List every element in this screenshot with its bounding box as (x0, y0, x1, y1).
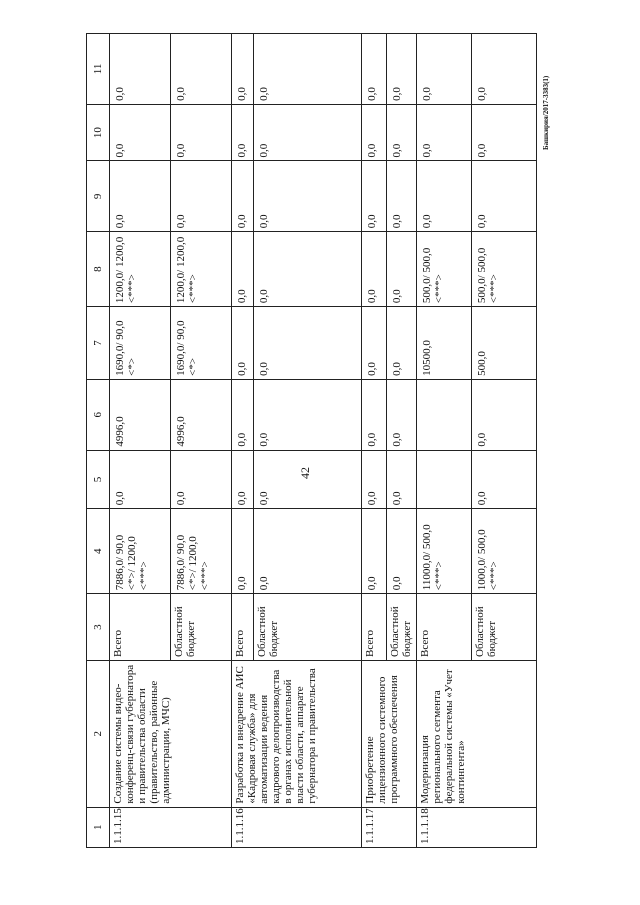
value-cell: 0,0 (387, 450, 417, 509)
header-cell: 9 (87, 161, 110, 232)
value-cell: 0,0 (472, 379, 537, 450)
value-cell: 1200,0/ 1200,0 <***> (171, 232, 232, 307)
value-cell: 7886,0/ 90,0 <*>/ 1200,0 <***> (110, 509, 171, 594)
table-row (232, 34, 254, 848)
value-cell: 500,0/ 500,0 <***> (417, 232, 472, 307)
value-cell: 0,0 (387, 161, 417, 232)
value-cell: 7886,0/ 90,0 <*>/ 1200,0 <***> (171, 509, 232, 594)
value-cell: 0,0 (472, 161, 537, 232)
value-cell: 0,0 (110, 34, 171, 105)
table-row (362, 34, 387, 848)
value-cell: 11000,0/ 500,0 <***> (417, 509, 472, 594)
value-cell: 0,0 (171, 104, 232, 161)
value-cell: 0,0 (387, 104, 417, 161)
value-cell: 10500,0 (417, 307, 472, 380)
value-cell: 0,0 (254, 34, 362, 105)
value-cell: 0,0 (232, 34, 254, 105)
document-stamp: Башкирия/2017-3383(1) (542, 75, 550, 150)
value-cell: 0,0 (232, 161, 254, 232)
header-cell: 11 (87, 34, 110, 105)
value-cell: 0,0 (362, 232, 387, 307)
value-cell: 0,0 (362, 104, 387, 161)
value-cell: 1690,0/ 90,0 <*> (110, 307, 171, 380)
funding-source: Всего (110, 594, 171, 661)
value-cell: 0,0 (254, 161, 362, 232)
item-description: Приобретение лицензионного системного программного обеспечения (362, 660, 417, 807)
item-code: 1.1.1.17 (362, 807, 417, 847)
item-description: Разработка и внедрение АИС «Кадровая служба» для автоматизации ведения кадрового делопроизводства в органах исполнительной власти области, аппарате губернатора и правительства (232, 660, 362, 807)
value-cell: 0,0 (254, 509, 362, 594)
value-cell: 0,0 (254, 104, 362, 161)
value-cell: 500,0 (472, 307, 537, 380)
value-cell: 0,0 (387, 34, 417, 105)
value-cell: 0,0 (472, 104, 537, 161)
header-cell: 5 (87, 450, 110, 509)
value-cell: 0,0 (387, 379, 417, 450)
value-cell: 0,0 (362, 161, 387, 232)
budget-table (86, 33, 537, 848)
funding-source: Областной бюджет (472, 594, 537, 661)
value-cell: 0,0 (110, 450, 171, 509)
item-description: Создание системы видео-конференц-связи губернатора и правительства области (правительство, районные администрации, МЧС) (110, 660, 232, 807)
value-cell: 0,0 (110, 104, 171, 161)
table-row (110, 34, 171, 848)
value-cell: 0,0 (417, 104, 472, 161)
header-cell: 8 (87, 232, 110, 307)
header-cell: 6 (87, 379, 110, 450)
value-cell: 0,0 (472, 450, 537, 509)
value-cell: 1000,0/ 500,0 <***> (472, 509, 537, 594)
value-cell: 0,0 (232, 232, 254, 307)
value-cell: 0,0 (387, 509, 417, 594)
value-cell: 0,0 (171, 34, 232, 105)
value-cell: 0,0 (417, 161, 472, 232)
budget-table-container (86, 33, 537, 848)
value-cell: 0,0 (362, 450, 387, 509)
header-cell: 4 (87, 509, 110, 594)
header-cell: 1 (87, 807, 110, 847)
value-cell (417, 450, 472, 509)
value-cell (417, 379, 472, 450)
value-cell: 0,0 (232, 104, 254, 161)
item-code: 1.1.1.16 (232, 807, 362, 847)
header-row (87, 34, 110, 848)
value-cell: 0,0 (110, 161, 171, 232)
header-cell: 2 (87, 660, 110, 807)
value-cell: 0,0 (362, 379, 387, 450)
value-cell: 0,0 (232, 379, 254, 450)
value-cell: 0,0 (254, 232, 362, 307)
value-cell: 0,0 (171, 450, 232, 509)
header-cell: 3 (87, 594, 110, 661)
funding-source: Областной бюджет (387, 594, 417, 661)
page-number: 42 (298, 467, 312, 479)
value-cell: 1200,0/ 1200,0 <***> (110, 232, 171, 307)
funding-source: Всего (232, 594, 254, 661)
value-cell: 0,0 (254, 307, 362, 380)
value-cell: 4996,0 (171, 379, 232, 450)
value-cell: 0,0 (362, 509, 387, 594)
value-cell: 500,0/ 500,0 <***> (472, 232, 537, 307)
header-cell: 10 (87, 104, 110, 161)
value-cell: 0,0 (387, 232, 417, 307)
value-cell: 0,0 (387, 307, 417, 380)
value-cell: 0,0 (254, 379, 362, 450)
value-cell: 0,0 (417, 34, 472, 105)
value-cell: 0,0 (171, 161, 232, 232)
funding-source: Всего (362, 594, 387, 661)
value-cell: 1690,0/ 90,0 <*> (171, 307, 232, 380)
item-code: 1.1.1.18 (417, 807, 537, 847)
table-row (417, 34, 472, 848)
header-cell: 7 (87, 307, 110, 380)
funding-source: Областной бюджет (171, 594, 232, 661)
value-cell: 0,0 (232, 307, 254, 380)
funding-source: Всего (417, 594, 472, 661)
value-cell: 0,0 (232, 450, 254, 509)
value-cell: 0,0 (232, 509, 254, 594)
value-cell: 0,0 (362, 307, 387, 380)
value-cell: 4996,0 (110, 379, 171, 450)
value-cell: 0,0 (254, 450, 362, 509)
item-description: Модернизация регионального сегмента федеральной системы «Учет контингента» (417, 660, 537, 807)
value-cell: 0,0 (362, 34, 387, 105)
item-code: 1.1.1.15 (110, 807, 232, 847)
funding-source: Областной бюджет (254, 594, 362, 661)
value-cell: 0,0 (472, 34, 537, 105)
